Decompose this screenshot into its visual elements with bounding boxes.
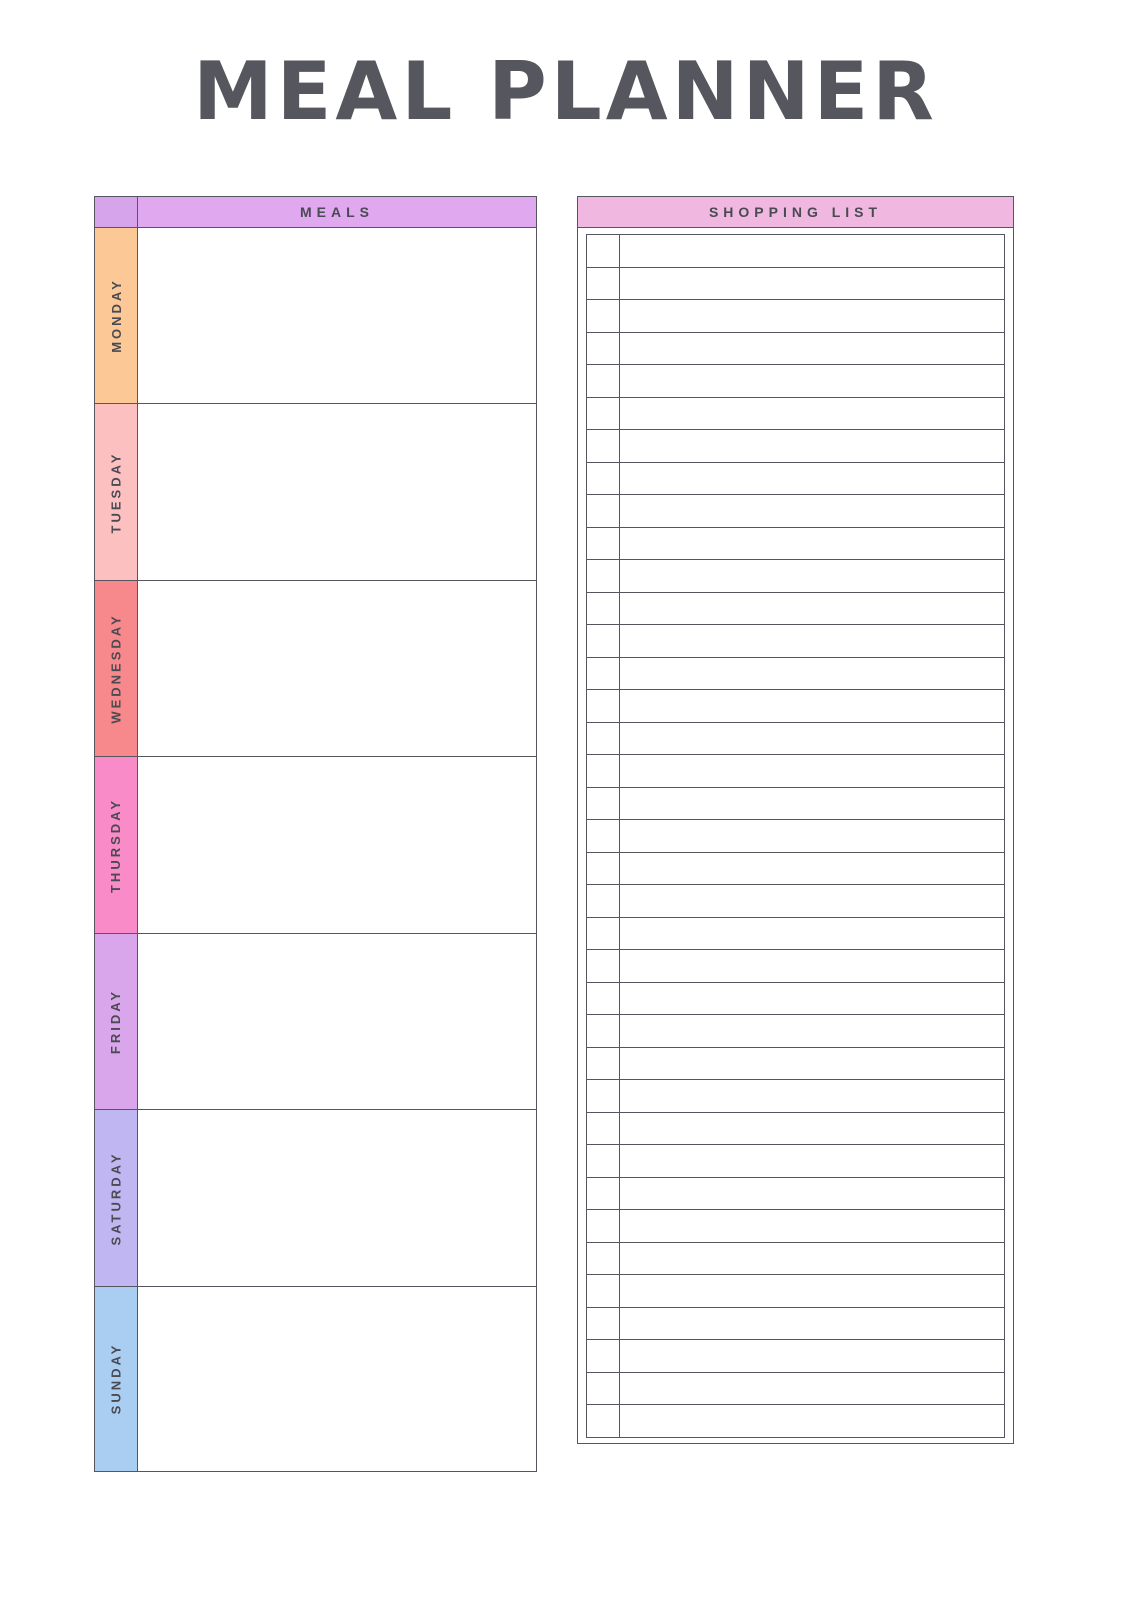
meal-entry-field-sunday[interactable] [138, 1286, 537, 1472]
shopping-list-item [586, 1404, 1005, 1438]
shopping-item-checkbox[interactable] [586, 527, 620, 561]
shopping-list-item [586, 1047, 1005, 1081]
shopping-list-item [586, 1372, 1005, 1406]
meals-header-row [94, 196, 537, 228]
shopping-item-checkbox[interactable] [586, 267, 620, 301]
shopping-item-checkbox[interactable] [586, 982, 620, 1016]
shopping-item-checkbox[interactable] [586, 397, 620, 431]
shopping-item-checkbox[interactable] [586, 332, 620, 366]
shopping-item-checkbox[interactable] [586, 1047, 620, 1081]
shopping-list-item [586, 267, 1005, 301]
shopping-list-item [586, 397, 1005, 431]
shopping-item-field[interactable] [620, 1242, 1005, 1276]
meal-entry-field-wednesday[interactable] [138, 580, 537, 758]
meal-day-row [94, 403, 537, 581]
shopping-item-checkbox[interactable] [586, 559, 620, 593]
meals-header-label: MEALS [138, 196, 537, 228]
shopping-item-checkbox[interactable] [586, 1079, 620, 1113]
shopping-list-item [586, 429, 1005, 463]
shopping-list-item [586, 462, 1005, 496]
shopping-list-item [586, 1112, 1005, 1146]
shopping-item-checkbox[interactable] [586, 852, 620, 886]
shopping-list-panel [577, 196, 1014, 1472]
shopping-item-checkbox[interactable] [586, 1014, 620, 1048]
meal-entry-field-friday[interactable] [138, 933, 537, 1111]
shopping-list-item [586, 852, 1005, 886]
shopping-item-checkbox[interactable] [586, 299, 620, 333]
shopping-item-checkbox[interactable] [586, 657, 620, 691]
shopping-item-field[interactable] [620, 1047, 1005, 1081]
shopping-item-checkbox[interactable] [586, 819, 620, 853]
day-label-wednesday [94, 580, 138, 758]
shopping-item-field[interactable] [620, 689, 1005, 723]
shopping-list-item [586, 1307, 1005, 1341]
shopping-item-checkbox[interactable] [586, 722, 620, 756]
shopping-list-item [586, 787, 1005, 821]
shopping-item-checkbox[interactable] [586, 949, 620, 983]
shopping-list-item [586, 624, 1005, 658]
shopping-item-checkbox[interactable] [586, 234, 620, 268]
day-label-text: MONDAY [108, 278, 124, 353]
shopping-list-item [586, 1177, 1005, 1211]
shopping-list-item [586, 949, 1005, 983]
shopping-item-field[interactable] [620, 787, 1005, 821]
shopping-item-checkbox[interactable] [586, 364, 620, 398]
shopping-item-field[interactable] [620, 1112, 1005, 1146]
shopping-list-item [586, 1144, 1005, 1178]
shopping-list-item [586, 364, 1005, 398]
shopping-item-checkbox[interactable] [586, 1144, 620, 1178]
shopping-item-checkbox[interactable] [586, 462, 620, 496]
shopping-item-field[interactable] [620, 559, 1005, 593]
shopping-item-field[interactable] [620, 754, 1005, 788]
day-label-text: SATURDAY [108, 1150, 124, 1246]
shopping-item-checkbox[interactable] [586, 917, 620, 951]
shopping-item-checkbox[interactable] [586, 689, 620, 723]
shopping-item-field[interactable] [620, 1372, 1005, 1406]
shopping-item-checkbox[interactable] [586, 624, 620, 658]
shopping-list-item [586, 332, 1005, 366]
shopping-item-checkbox[interactable] [586, 1372, 620, 1406]
shopping-item-field[interactable] [620, 1079, 1005, 1113]
shopping-item-field[interactable] [620, 657, 1005, 691]
shopping-list-item [586, 884, 1005, 918]
shopping-item-field[interactable] [620, 234, 1005, 268]
day-label-monday [94, 227, 138, 405]
day-label-text: WEDNESDAY [108, 613, 124, 724]
shopping-item-checkbox[interactable] [586, 1307, 620, 1341]
shopping-item-checkbox[interactable] [586, 787, 620, 821]
shopping-list-item [586, 982, 1005, 1016]
shopping-item-field[interactable] [620, 332, 1005, 366]
day-label-saturday [94, 1109, 138, 1287]
shopping-item-checkbox[interactable] [586, 1112, 620, 1146]
shopping-item-field[interactable] [620, 1274, 1005, 1308]
shopping-item-checkbox[interactable] [586, 429, 620, 463]
shopping-item-checkbox[interactable] [586, 754, 620, 788]
meals-header-corner [94, 196, 138, 228]
meal-entry-field-thursday[interactable] [138, 756, 537, 934]
shopping-item-checkbox[interactable] [586, 1274, 620, 1308]
day-label-thursday [94, 756, 138, 934]
shopping-item-field[interactable] [620, 429, 1005, 463]
shopping-list-header: SHOPPING LIST [577, 196, 1014, 228]
shopping-item-checkbox[interactable] [586, 1177, 620, 1211]
shopping-item-checkbox[interactable] [586, 1242, 620, 1276]
day-label-tuesday [94, 403, 138, 581]
shopping-list-item [586, 1079, 1005, 1113]
shopping-item-field[interactable] [620, 949, 1005, 983]
meals-day-rows [94, 227, 537, 1472]
shopping-item-field[interactable] [620, 299, 1005, 333]
shopping-item-field[interactable] [620, 1404, 1005, 1438]
shopping-list-item [586, 722, 1005, 756]
day-label-text: FRIDAY [108, 988, 124, 1055]
shopping-item-field[interactable] [620, 624, 1005, 658]
shopping-item-field[interactable] [620, 397, 1005, 431]
meal-entry-field-saturday[interactable] [138, 1109, 537, 1287]
shopping-list-item [586, 1209, 1005, 1243]
shopping-item-field[interactable] [620, 592, 1005, 626]
shopping-list-item [586, 527, 1005, 561]
shopping-list-item [586, 592, 1005, 626]
shopping-list-item [586, 689, 1005, 723]
shopping-list-item [586, 1242, 1005, 1276]
shopping-list-item [586, 494, 1005, 528]
shopping-item-field[interactable] [620, 1339, 1005, 1373]
shopping-item-field[interactable] [620, 267, 1005, 301]
day-label-text: SUNDAY [108, 1342, 124, 1415]
shopping-item-field[interactable] [620, 852, 1005, 886]
shopping-item-field[interactable] [620, 494, 1005, 528]
planner-content [94, 196, 1014, 1472]
shopping-list-item [586, 819, 1005, 853]
day-label-text: THURSDAY [108, 797, 124, 893]
shopping-list-item [586, 1339, 1005, 1373]
shopping-item-checkbox[interactable] [586, 494, 620, 528]
shopping-item-checkbox[interactable] [586, 1209, 620, 1243]
shopping-list-item [586, 559, 1005, 593]
shopping-item-field[interactable] [620, 1209, 1005, 1243]
page-title: MEAL PLANNER [193, 45, 938, 138]
shopping-item-field[interactable] [620, 527, 1005, 561]
shopping-item-field[interactable] [620, 364, 1005, 398]
shopping-list-rows [577, 228, 1014, 1444]
shopping-item-field[interactable] [620, 819, 1005, 853]
shopping-item-field[interactable] [620, 1014, 1005, 1048]
shopping-item-field[interactable] [620, 917, 1005, 951]
meal-day-row [94, 1286, 537, 1472]
shopping-item-checkbox[interactable] [586, 592, 620, 626]
shopping-item-field[interactable] [620, 722, 1005, 756]
shopping-list-item [586, 754, 1005, 788]
day-label-sunday [94, 1286, 138, 1472]
meal-day-row [94, 933, 537, 1111]
shopping-item-field[interactable] [620, 1307, 1005, 1341]
meals-table [94, 196, 537, 1472]
shopping-list-item [586, 299, 1005, 333]
shopping-item-field[interactable] [620, 1144, 1005, 1178]
meal-day-row [94, 227, 537, 405]
day-label-text: TUESDAY [108, 451, 124, 533]
shopping-list-item [586, 1014, 1005, 1048]
shopping-list-item [586, 234, 1005, 268]
shopping-item-checkbox[interactable] [586, 1404, 620, 1438]
shopping-item-field[interactable] [620, 1177, 1005, 1211]
meal-day-row [94, 756, 537, 934]
shopping-list-item [586, 657, 1005, 691]
shopping-list-item [586, 917, 1005, 951]
meal-entry-field-monday[interactable] [138, 227, 537, 405]
shopping-item-checkbox[interactable] [586, 1339, 620, 1373]
shopping-list-item [586, 1274, 1005, 1308]
day-label-friday [94, 933, 138, 1111]
meal-day-row [94, 580, 537, 758]
shopping-item-field[interactable] [620, 462, 1005, 496]
shopping-item-field[interactable] [620, 884, 1005, 918]
meal-day-row [94, 1109, 537, 1287]
shopping-item-checkbox[interactable] [586, 884, 620, 918]
shopping-item-field[interactable] [620, 982, 1005, 1016]
meal-entry-field-tuesday[interactable] [138, 403, 537, 581]
